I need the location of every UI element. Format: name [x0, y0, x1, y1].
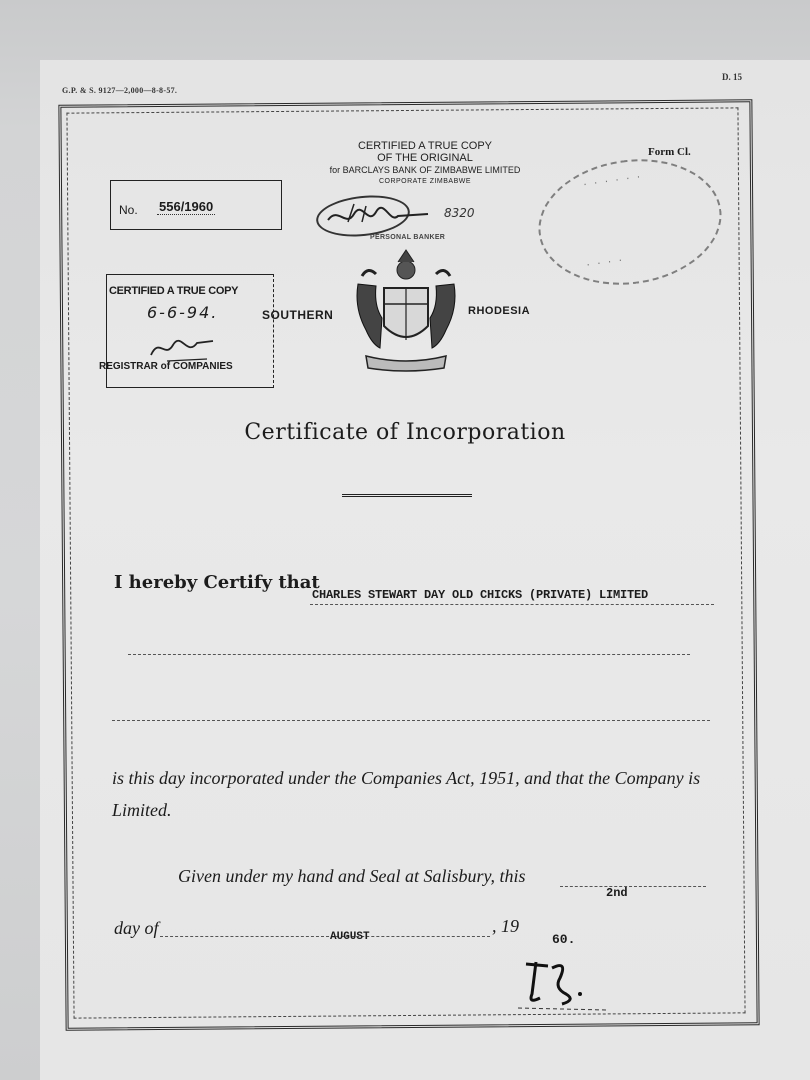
bank-certified-stamp	[300, 140, 550, 188]
month-line	[160, 936, 490, 937]
country-right: RHODESIA	[468, 305, 531, 317]
bank-stamp-line2: OF THE ORIGINAL	[377, 152, 473, 164]
registrar-stamp-title: CERTIFIED A TRUE COPY	[109, 285, 239, 297]
personal-banker-label: PERSONAL BANKER	[370, 234, 446, 241]
certificate-number-box	[110, 180, 282, 230]
given-day-value: 2nd	[606, 886, 628, 900]
given-text: Given under my hand and Seal at Salisbury, this	[178, 866, 526, 886]
certificate-title: Certificate of Incorporation	[244, 420, 566, 445]
registrar-final-signature-icon	[518, 954, 608, 1014]
company-name-line-1	[310, 604, 714, 605]
company-name-line-3	[112, 720, 710, 721]
certificate-number-value: 556/1960	[159, 199, 214, 214]
bank-stamp-line4: CORPORATE ZIMBABWE	[378, 178, 472, 185]
given-day-line	[560, 886, 706, 887]
registrar-stamp-footer: REGISTRAR of COMPANIES	[99, 361, 233, 372]
registrar-signature-icon	[147, 333, 217, 363]
company-name: CHARLES STEWART DAY OLD CHICKS (PRIVATE) LIMITED	[312, 588, 649, 602]
registrar-stamp	[99, 274, 274, 388]
date-stamp-bottom: · · · ·	[584, 255, 624, 271]
print-code: G.P. & S. 9127—2,000—8-8-57.	[62, 86, 178, 95]
certificate-number-label: No.	[119, 203, 138, 217]
title-rule	[342, 494, 472, 497]
certify-prefix: I hereby Certify that	[114, 572, 320, 593]
year-prefix: , 19	[492, 916, 519, 936]
day-of-label: day of	[114, 918, 159, 938]
form-code: Form Cl.	[648, 146, 691, 158]
bank-stamp-line3: for BARCLAYS BANK OF ZIMBABWE LIMITED	[329, 165, 521, 175]
page-reference: D. 15	[722, 72, 742, 82]
company-name-line-2	[128, 654, 690, 655]
year-value: 60.	[552, 932, 576, 947]
month-value: AUGUST	[330, 931, 370, 943]
date-stamp-top: · · · · · ·	[581, 172, 642, 191]
registrar-stamp-date: 6-6-94.	[147, 303, 219, 322]
country-left: SOUTHERN	[262, 308, 334, 322]
coat-of-arms-icon	[348, 248, 464, 372]
bank-ref-code: 8320	[444, 206, 475, 220]
signature-icon	[318, 196, 448, 236]
incorporation-text: is this day incorporated under the Companies Act, 1951, and that the Company is Limited.	[112, 768, 701, 820]
bank-stamp-line1: CERTIFIED A TRUE COPY	[357, 140, 493, 152]
